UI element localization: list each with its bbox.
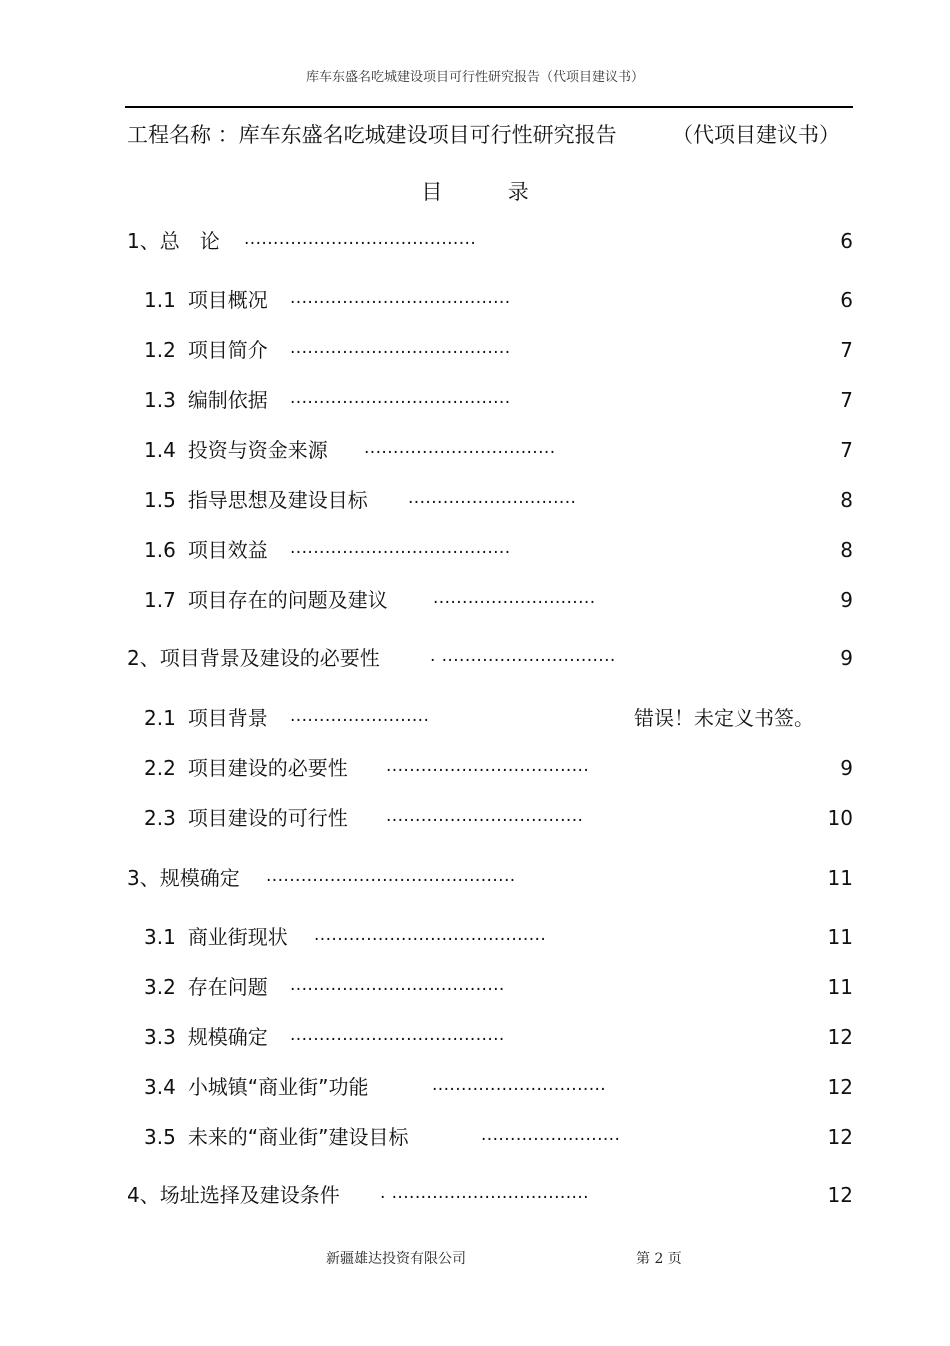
toc-entry[interactable]	[144, 754, 348, 782]
toc-entry-title: 项目背景及建设的必要性	[159, 646, 380, 670]
toc-entry-title: 总 论	[159, 229, 220, 253]
toc-entry[interactable]	[127, 227, 220, 255]
toc-entry-title: 编制依据	[187, 388, 268, 412]
toc-entry[interactable]	[127, 864, 240, 892]
toc-entry-leader: ......................................	[290, 388, 511, 408]
project-title	[127, 119, 840, 149]
toc-entry-page: 9	[840, 588, 853, 612]
toc-entry-number: 2.3	[144, 806, 176, 830]
toc-entry-title: 投资与资金来源	[187, 438, 328, 462]
toc-entry-title: 项目背景	[187, 706, 268, 730]
toc-entry-number: 1、	[127, 229, 160, 253]
toc-entry-leader: ..............................	[432, 1075, 607, 1095]
toc-entry[interactable]	[144, 586, 388, 614]
toc-entry-leader: ...........................................	[266, 866, 516, 886]
toc-entry[interactable]	[144, 436, 328, 464]
toc-entry[interactable]	[144, 1023, 268, 1051]
toc-entry-number: 4、	[127, 1183, 160, 1207]
toc-entry-leader: ........................	[290, 706, 430, 726]
toc-entry[interactable]	[144, 386, 268, 414]
toc-entry-leader: ......................................	[290, 338, 511, 358]
toc-entry-leader: . ..............................	[430, 646, 616, 666]
toc-entry-page: 8	[840, 538, 853, 562]
toc-entry-page: 8	[840, 488, 853, 512]
toc-entry-number: 3、	[127, 866, 160, 890]
toc-entry-title: 项目建设的可行性	[187, 806, 348, 830]
toc-entry-title: 场址选择及建设条件	[159, 1183, 340, 1207]
project-subtitle: （代项目建议书）	[672, 123, 840, 147]
toc-heading-char-2: 录	[507, 180, 529, 204]
header-rule	[125, 106, 853, 108]
toc-entry-leader: ......................................	[290, 288, 511, 308]
toc-entry-leader: ......................................	[290, 538, 511, 558]
toc-entry-leader: .................................	[364, 438, 556, 458]
toc-entry[interactable]	[144, 1073, 369, 1101]
toc-entry-title: 项目效益	[187, 538, 268, 562]
toc-entry-number: 1.5	[144, 488, 176, 512]
toc-entry-page: 6	[840, 288, 853, 312]
toc-entry-title: 存在问题	[187, 975, 268, 999]
toc-entry[interactable]	[144, 923, 288, 951]
toc-entry-page: 7	[840, 388, 853, 412]
toc-entry[interactable]	[127, 1181, 340, 1209]
toc-entry-title: 未来的“商业街”建设目标	[187, 1125, 409, 1149]
toc-entry-number: 3.2	[144, 975, 176, 999]
toc-entry[interactable]	[144, 804, 348, 832]
toc-entry-leader: .....................................	[290, 975, 505, 995]
toc-entry[interactable]	[144, 536, 268, 564]
toc-entry-number: 1.6	[144, 538, 176, 562]
toc-entry-page: 12	[827, 1025, 853, 1049]
toc-entry[interactable]	[144, 1123, 409, 1151]
toc-entry-title: 规模确定	[159, 866, 240, 890]
toc-entry-title: 规模确定	[187, 1025, 268, 1049]
toc-entry-page: 9	[840, 646, 853, 670]
toc-entry-number: 1.2	[144, 338, 176, 362]
toc-entry[interactable]	[144, 486, 368, 514]
toc-entry-number: 2、	[127, 646, 160, 670]
toc-entry-number: 1.4	[144, 438, 176, 462]
toc-entry-leader: ........................................	[244, 229, 477, 249]
toc-entry-number: 1.1	[144, 288, 176, 312]
toc-entry-number: 2.2	[144, 756, 176, 780]
toc-entry-title: 项目建设的必要性	[187, 756, 348, 780]
toc-entry-number: 3.5	[144, 1125, 176, 1149]
toc-entry-leader: ..................................	[386, 806, 584, 826]
toc-entry-page: 12	[827, 1125, 853, 1149]
toc-entry-number: 1.7	[144, 588, 176, 612]
toc-entry-page: 10	[827, 806, 853, 830]
toc-entry-page: 12	[827, 1183, 853, 1207]
toc-heading	[0, 176, 950, 206]
toc-entry-number: 3.4	[144, 1075, 176, 1099]
toc-entry[interactable]	[144, 336, 268, 364]
toc-heading-char-1: 目	[421, 180, 443, 204]
toc-entry-title: 项目概况	[187, 288, 268, 312]
toc-entry-page: 错误！未定义书签。	[634, 706, 814, 730]
toc-entry-title: 项目存在的问题及建议	[187, 588, 388, 612]
toc-entry-leader: .....................................	[290, 1025, 505, 1045]
toc-entry-page: 11	[827, 925, 853, 949]
toc-entry[interactable]	[144, 704, 268, 732]
toc-entry-page: 7	[840, 438, 853, 462]
running-header: 库车东盛名吃城建设项目可行性研究报告（代项目建议书）	[305, 70, 644, 85]
toc-entry-page: 7	[840, 338, 853, 362]
toc-entry-leader: ............................	[433, 588, 596, 608]
toc-entry[interactable]	[127, 644, 380, 672]
toc-entry-number: 3.1	[144, 925, 176, 949]
toc-entry[interactable]	[144, 973, 268, 1001]
toc-entry-title: 小城镇“商业街”功能	[187, 1075, 369, 1099]
toc-entry-page: 12	[827, 1075, 853, 1099]
project-label: 工程名称 ：库车东盛名吃城建设项目可行性研究报告	[127, 123, 617, 147]
toc-entry-page: 11	[827, 975, 853, 999]
toc-entry-title: 商业街现状	[187, 925, 288, 949]
footer-company: 新疆雄达投资有限公司	[326, 1251, 466, 1267]
toc-entry-leader: ........................................	[314, 925, 547, 945]
toc-entry-page: 11	[827, 866, 853, 890]
toc-entry-leader: . ..................................	[380, 1183, 589, 1203]
toc-entry-leader: .............................	[408, 488, 577, 508]
toc-entry-leader: ........................	[481, 1125, 621, 1145]
footer-page-number: 第 2 页	[636, 1251, 682, 1267]
toc-entry[interactable]	[144, 286, 268, 314]
toc-entry-number: 2.1	[144, 706, 176, 730]
toc-entry-title: 项目简介	[187, 338, 268, 362]
toc-entry-leader: ...................................	[386, 756, 590, 776]
toc-entry-number: 1.3	[144, 388, 176, 412]
toc-entry-title: 指导思想及建设目标	[187, 488, 368, 512]
toc-entry-page: 6	[840, 229, 853, 253]
toc-entry-page: 9	[840, 756, 853, 780]
toc-entry-number: 3.3	[144, 1025, 176, 1049]
